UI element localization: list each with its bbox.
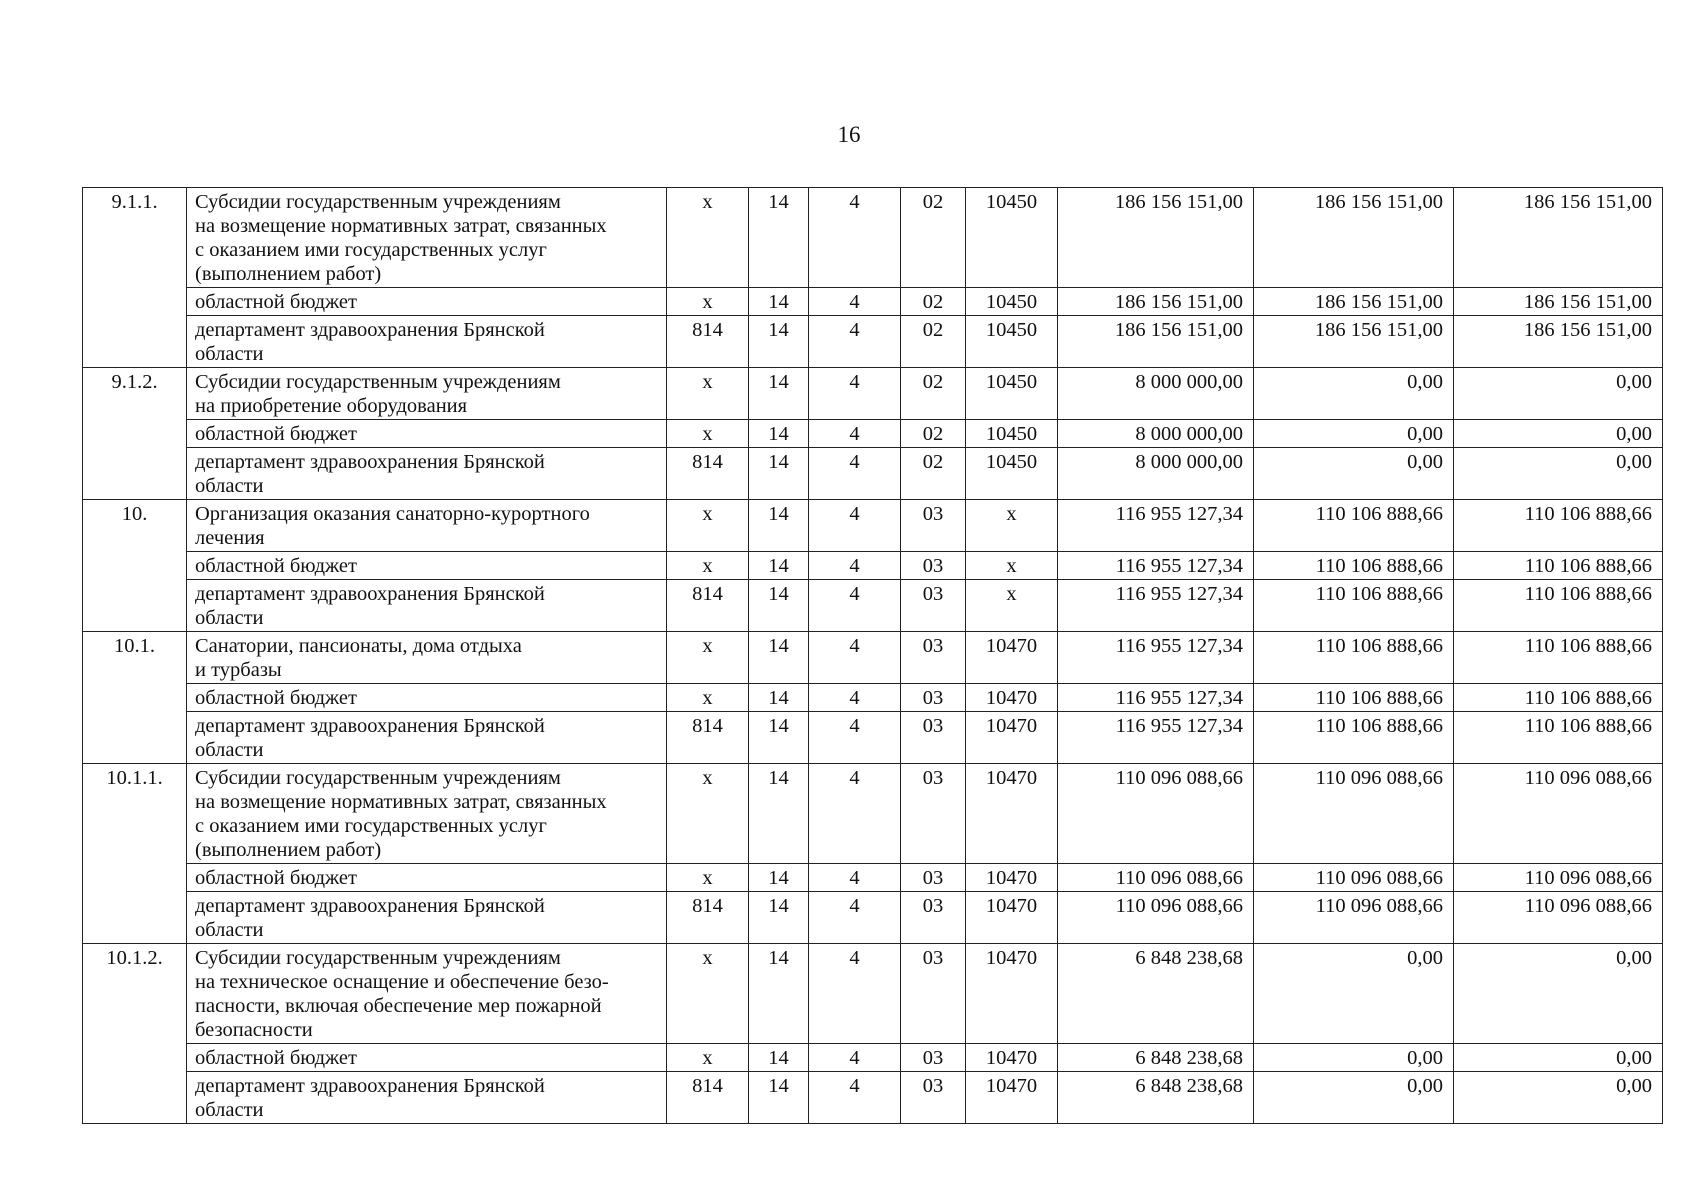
code-col-3-cell: 4 — [809, 288, 901, 316]
code-col-3-cell: 4 — [809, 1072, 901, 1124]
code-col-2-cell: 14 — [749, 188, 809, 288]
item-name-line: департамент здравоохранения Брянской — [195, 1075, 545, 1097]
code-col-1-cell: х — [667, 944, 749, 1044]
code-col-2-cell: 14 — [749, 684, 809, 712]
amount-col-3-cell: 0,00 — [1454, 1044, 1663, 1072]
amount-col-2-cell: 0,00 — [1254, 448, 1454, 500]
amount-col-3-cell: 110 106 888,66 — [1454, 500, 1663, 552]
item-name-line: лечения — [195, 527, 265, 549]
item-name-cell — [187, 316, 667, 368]
amount-col-1-cell: 6 848 238,68 — [1058, 1072, 1254, 1124]
code-col-2-cell: 14 — [749, 712, 809, 764]
amount-col-1-cell: 110 096 088,66 — [1058, 892, 1254, 944]
code-col-2-cell: 14 — [749, 944, 809, 1044]
code-col-2-cell: 14 — [749, 500, 809, 552]
amount-col-2-cell: 0,00 — [1254, 944, 1454, 1044]
item-name-cell — [187, 368, 667, 420]
amount-col-1-cell: 116 955 127,34 — [1058, 712, 1254, 764]
code-col-2-cell: 14 — [749, 368, 809, 420]
amount-col-2-cell: 0,00 — [1254, 420, 1454, 448]
table-row — [83, 500, 1663, 552]
amount-col-2-cell: 0,00 — [1254, 1072, 1454, 1124]
item-name-cell — [187, 552, 667, 580]
amount-col-2-cell: 110 106 888,66 — [1254, 552, 1454, 580]
code-col-3-cell: 4 — [809, 500, 901, 552]
item-number-cell: 10.1.2. — [83, 944, 187, 1124]
table-row — [83, 420, 1663, 448]
code-col-5-cell: х — [966, 552, 1058, 580]
amount-col-3-cell: 0,00 — [1454, 368, 1663, 420]
code-col-3-cell: 4 — [809, 764, 901, 864]
amount-col-1-cell: 110 096 088,66 — [1058, 764, 1254, 864]
amount-col-3-cell: 186 156 151,00 — [1454, 188, 1663, 288]
amount-col-2-cell: 0,00 — [1254, 368, 1454, 420]
code-col-4-cell: 03 — [901, 632, 966, 684]
code-col-4-cell: 02 — [901, 316, 966, 368]
code-col-5-cell: 10470 — [966, 864, 1058, 892]
code-col-1-cell: х — [667, 632, 749, 684]
page-number: 16 — [837, 122, 861, 147]
table-row — [83, 1072, 1663, 1124]
code-col-3-cell: 4 — [809, 892, 901, 944]
item-name-cell — [187, 764, 667, 864]
table-row — [83, 552, 1663, 580]
amount-col-1-cell: 116 955 127,34 — [1058, 632, 1254, 684]
code-col-2-cell: 14 — [749, 580, 809, 632]
amount-col-1-cell: 8 000 000,00 — [1058, 368, 1254, 420]
amount-col-3-cell: 0,00 — [1454, 448, 1663, 500]
amount-col-2-cell: 110 106 888,66 — [1254, 580, 1454, 632]
code-col-3-cell: 4 — [809, 712, 901, 764]
code-col-2-cell: 14 — [749, 1044, 809, 1072]
item-name-line: с оказанием ими государственных услуг — [195, 239, 547, 261]
amount-col-3-cell: 186 156 151,00 — [1454, 316, 1663, 368]
code-col-5-cell: 10470 — [966, 944, 1058, 1044]
code-col-2-cell: 14 — [749, 288, 809, 316]
code-col-5-cell: х — [966, 500, 1058, 552]
code-col-3-cell: 4 — [809, 316, 901, 368]
code-col-1-cell: х — [667, 1044, 749, 1072]
amount-col-1-cell: 116 955 127,34 — [1058, 552, 1254, 580]
code-col-2-cell: 14 — [749, 764, 809, 864]
code-col-1-cell: х — [667, 500, 749, 552]
amount-col-1-cell: 116 955 127,34 — [1058, 580, 1254, 632]
amount-col-3-cell: 0,00 — [1454, 944, 1663, 1044]
code-col-1-cell: 814 — [667, 712, 749, 764]
item-name-line: Субсидии государственным учреждениям — [195, 191, 561, 213]
item-name-line: областной бюджет — [195, 867, 357, 889]
amount-col-3-cell: 110 096 088,66 — [1454, 864, 1663, 892]
table-row — [83, 448, 1663, 500]
item-name-cell — [187, 288, 667, 316]
item-name-line: области — [195, 919, 264, 941]
item-name-line: (выполнением работ) — [195, 263, 382, 285]
amount-col-2-cell: 110 106 888,66 — [1254, 712, 1454, 764]
amount-col-1-cell: 110 096 088,66 — [1058, 864, 1254, 892]
code-col-3-cell: 4 — [809, 448, 901, 500]
item-name-line: Субсидии государственным учреждениям — [195, 371, 561, 393]
item-name-cell — [187, 1044, 667, 1072]
amount-col-3-cell: 110 106 888,66 — [1454, 684, 1663, 712]
table-row — [83, 288, 1663, 316]
item-name-cell — [187, 420, 667, 448]
item-name-line: области — [195, 739, 264, 761]
amount-col-1-cell: 186 156 151,00 — [1058, 316, 1254, 368]
table-row — [83, 944, 1663, 1044]
code-col-3-cell: 4 — [809, 864, 901, 892]
code-col-5-cell: 10470 — [966, 1072, 1058, 1124]
code-col-5-cell: 10450 — [966, 368, 1058, 420]
amount-col-2-cell: 110 096 088,66 — [1254, 892, 1454, 944]
code-col-1-cell: 814 — [667, 1072, 749, 1124]
budget-table — [82, 187, 1663, 1124]
code-col-3-cell: 4 — [809, 632, 901, 684]
table-row — [83, 580, 1663, 632]
amount-col-2-cell: 110 106 888,66 — [1254, 632, 1454, 684]
code-col-4-cell: 03 — [901, 552, 966, 580]
code-col-1-cell: х — [667, 368, 749, 420]
item-name-line: областной бюджет — [195, 687, 357, 709]
code-col-4-cell: 03 — [901, 1072, 966, 1124]
item-number-cell: 10. — [83, 500, 187, 632]
code-col-3-cell: 4 — [809, 1044, 901, 1072]
item-name-line: области — [195, 343, 264, 365]
code-col-2-cell: 14 — [749, 864, 809, 892]
amount-col-1-cell: 186 156 151,00 — [1058, 288, 1254, 316]
item-name-cell — [187, 500, 667, 552]
code-col-2-cell: 14 — [749, 552, 809, 580]
code-col-5-cell: 10450 — [966, 288, 1058, 316]
table-body — [83, 188, 1663, 1124]
amount-col-1-cell: 116 955 127,34 — [1058, 684, 1254, 712]
code-col-4-cell: 02 — [901, 288, 966, 316]
amount-col-1-cell: 8 000 000,00 — [1058, 448, 1254, 500]
code-col-4-cell: 03 — [901, 1044, 966, 1072]
code-col-5-cell: 10470 — [966, 764, 1058, 864]
code-col-2-cell: 14 — [749, 892, 809, 944]
item-name-line: областной бюджет — [195, 555, 357, 577]
amount-col-2-cell: 110 096 088,66 — [1254, 864, 1454, 892]
code-col-5-cell: 10470 — [966, 1044, 1058, 1072]
code-col-5-cell: 10450 — [966, 420, 1058, 448]
code-col-2-cell: 14 — [749, 316, 809, 368]
item-number-cell: 9.1.2. — [83, 368, 187, 500]
table-row — [83, 368, 1663, 420]
item-name-line: областной бюджет — [195, 423, 357, 445]
code-col-1-cell: 814 — [667, 892, 749, 944]
code-col-2-cell: 14 — [749, 448, 809, 500]
code-col-1-cell: 814 — [667, 580, 749, 632]
code-col-3-cell: 4 — [809, 420, 901, 448]
code-col-4-cell: 03 — [901, 892, 966, 944]
code-col-4-cell: 02 — [901, 368, 966, 420]
item-number-cell: 9.1.1. — [83, 188, 187, 368]
code-col-5-cell: 10450 — [966, 188, 1058, 288]
item-name-line: Организация оказания санаторно-курортного — [195, 503, 590, 525]
item-name-line: Субсидии государственным учреждениям — [195, 767, 561, 789]
item-name-line: департамент здравоохранения Брянской — [195, 319, 545, 341]
amount-col-2-cell: 110 106 888,66 — [1254, 500, 1454, 552]
code-col-4-cell: 03 — [901, 764, 966, 864]
amount-col-3-cell: 0,00 — [1454, 420, 1663, 448]
code-col-5-cell: 10470 — [966, 892, 1058, 944]
amount-col-3-cell: 110 106 888,66 — [1454, 712, 1663, 764]
item-name-line: области — [195, 607, 264, 629]
amount-col-2-cell: 110 106 888,66 — [1254, 684, 1454, 712]
code-col-4-cell: 03 — [901, 712, 966, 764]
code-col-5-cell: 10470 — [966, 712, 1058, 764]
code-col-4-cell: 03 — [901, 944, 966, 1044]
code-col-5-cell: 10470 — [966, 632, 1058, 684]
item-name-line: (выполнением работ) — [195, 839, 382, 861]
amount-col-1-cell: 6 848 238,68 — [1058, 1044, 1254, 1072]
amount-col-3-cell: 0,00 — [1454, 1072, 1663, 1124]
item-name-line: областной бюджет — [195, 1047, 357, 1069]
item-name-cell — [187, 1072, 667, 1124]
item-name-line: Субсидии государственным учреждениям — [195, 947, 561, 969]
item-name-cell — [187, 188, 667, 288]
item-name-line: департамент здравоохранения Брянской — [195, 583, 545, 605]
code-col-3-cell: 4 — [809, 188, 901, 288]
item-name-line: департамент здравоохранения Брянской — [195, 895, 545, 917]
amount-col-2-cell: 186 156 151,00 — [1254, 288, 1454, 316]
item-name-cell — [187, 712, 667, 764]
item-name-line: департамент здравоохранения Брянской — [195, 715, 545, 737]
code-col-3-cell: 4 — [809, 580, 901, 632]
code-col-3-cell: 4 — [809, 368, 901, 420]
amount-col-3-cell: 110 106 888,66 — [1454, 580, 1663, 632]
amount-col-1-cell: 186 156 151,00 — [1058, 188, 1254, 288]
item-name-line: и турбазы — [195, 659, 282, 681]
amount-col-2-cell: 110 096 088,66 — [1254, 764, 1454, 864]
code-col-5-cell: 10450 — [966, 316, 1058, 368]
code-col-1-cell: х — [667, 864, 749, 892]
code-col-4-cell: 02 — [901, 420, 966, 448]
code-col-5-cell: 10450 — [966, 448, 1058, 500]
item-name-line: на техническое оснащение и обеспечение безо- — [195, 971, 609, 993]
amount-col-3-cell: 110 096 088,66 — [1454, 764, 1663, 864]
amount-col-2-cell: 186 156 151,00 — [1254, 316, 1454, 368]
item-name-cell — [187, 580, 667, 632]
amount-col-3-cell: 110 096 088,66 — [1454, 892, 1663, 944]
item-name-line: области — [195, 475, 264, 497]
item-name-cell — [187, 892, 667, 944]
amount-col-1-cell: 116 955 127,34 — [1058, 500, 1254, 552]
item-number-cell: 10.1.1. — [83, 764, 187, 944]
table-row — [83, 1044, 1663, 1072]
code-col-4-cell: 02 — [901, 448, 966, 500]
amount-col-1-cell: 6 848 238,68 — [1058, 944, 1254, 1044]
code-col-5-cell: 10470 — [966, 684, 1058, 712]
item-name-line: пасности, включая обеспечение мер пожарной — [195, 995, 602, 1017]
table-row — [83, 864, 1663, 892]
item-name-line: безопасности — [195, 1019, 313, 1041]
item-name-line: на возмещение нормативных затрат, связанных — [195, 215, 607, 237]
code-col-1-cell: х — [667, 188, 749, 288]
amount-col-3-cell: 110 106 888,66 — [1454, 632, 1663, 684]
table-row — [83, 188, 1663, 288]
code-col-4-cell: 03 — [901, 580, 966, 632]
code-col-1-cell: х — [667, 420, 749, 448]
code-col-1-cell: х — [667, 764, 749, 864]
item-name-line: Санатории, пансионаты, дома отдыха — [195, 635, 522, 657]
table-row — [83, 632, 1663, 684]
item-name-line: областной бюджет — [195, 291, 357, 313]
code-col-2-cell: 14 — [749, 1072, 809, 1124]
table-row — [83, 892, 1663, 944]
code-col-4-cell: 03 — [901, 500, 966, 552]
code-col-2-cell: 14 — [749, 420, 809, 448]
amount-col-3-cell: 186 156 151,00 — [1454, 288, 1663, 316]
amount-col-1-cell: 8 000 000,00 — [1058, 420, 1254, 448]
table-row — [83, 712, 1663, 764]
table-row — [83, 316, 1663, 368]
code-col-3-cell: 4 — [809, 944, 901, 1044]
item-name-cell — [187, 448, 667, 500]
item-name-line: на приобретение оборудования — [195, 395, 468, 417]
item-name-cell — [187, 632, 667, 684]
table-row — [83, 764, 1663, 864]
item-name-cell — [187, 684, 667, 712]
item-name-line: области — [195, 1099, 264, 1121]
code-col-1-cell: х — [667, 684, 749, 712]
code-col-1-cell: 814 — [667, 448, 749, 500]
amount-col-2-cell: 186 156 151,00 — [1254, 188, 1454, 288]
item-name-line: на возмещение нормативных затрат, связанных — [195, 791, 607, 813]
item-number-cell: 10.1. — [83, 632, 187, 764]
item-name-line: с оказанием ими государственных услуг — [195, 815, 547, 837]
code-col-1-cell: х — [667, 288, 749, 316]
amount-col-2-cell: 0,00 — [1254, 1044, 1454, 1072]
table-row — [83, 684, 1663, 712]
code-col-3-cell: 4 — [809, 684, 901, 712]
code-col-1-cell: х — [667, 552, 749, 580]
code-col-4-cell: 03 — [901, 864, 966, 892]
code-col-4-cell: 03 — [901, 684, 966, 712]
code-col-3-cell: 4 — [809, 552, 901, 580]
code-col-5-cell: х — [966, 580, 1058, 632]
code-col-1-cell: 814 — [667, 316, 749, 368]
item-name-cell — [187, 864, 667, 892]
item-name-cell — [187, 944, 667, 1044]
code-col-2-cell: 14 — [749, 632, 809, 684]
code-col-4-cell: 02 — [901, 188, 966, 288]
item-name-line: департамент здравоохранения Брянской — [195, 451, 545, 473]
amount-col-3-cell: 110 106 888,66 — [1454, 552, 1663, 580]
